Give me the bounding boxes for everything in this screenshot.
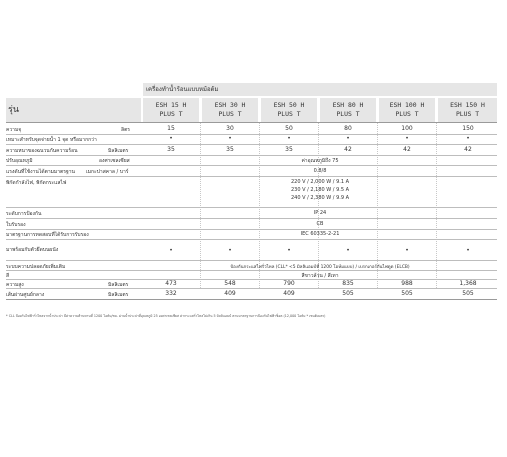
cell-insulation: 35 [167, 146, 175, 153]
cell-insulation: 35 [226, 146, 234, 153]
row-divider [6, 288, 497, 289]
row-label-certificate: ใบรับรอง [6, 222, 26, 228]
cell-height: 790 [283, 280, 295, 287]
cell-height: 548 [224, 280, 236, 287]
standard-value: IEC 60335-2-21 [300, 231, 340, 237]
certificate-value: CB [316, 221, 324, 227]
bullet-mark: • [346, 135, 350, 142]
row-label-wall-mount: มาพร้อมกับตัวยึดบนผนัง [6, 247, 59, 253]
row-divider [6, 299, 497, 300]
model-suffix: PLUS T [455, 110, 480, 118]
cell-diameter: 505 [342, 290, 354, 297]
cell-height: 1,368 [459, 280, 477, 287]
cell-diameter: 409 [283, 290, 295, 297]
bullet-mark: • [169, 247, 173, 254]
cell-height: 473 [165, 280, 177, 287]
model-name: ESH 150 H [450, 101, 485, 109]
cell-height: 835 [342, 280, 354, 287]
row-divider [6, 144, 497, 145]
model-name: ESH 100 H [389, 101, 425, 109]
cell-insulation: 42 [344, 146, 352, 153]
model-header [379, 98, 435, 122]
row-divider [6, 260, 497, 261]
model-header [438, 98, 497, 122]
row-label-standard: มาตรฐานการทดสอบที่ได้รับการรับรอง [6, 232, 89, 238]
model-suffix: PLUS T [336, 110, 360, 118]
model-name: ESH 50 H [273, 101, 305, 109]
cell-insulation: 35 [285, 146, 293, 153]
row-divider [6, 270, 497, 271]
row-label-protection: ระดับการป้องกัน [6, 211, 42, 217]
model-name: ESH 30 H [214, 101, 246, 109]
model-suffix: PLUS T [277, 110, 301, 118]
row-divider [6, 218, 497, 219]
cell-capacity: 30 [226, 125, 234, 132]
row-label-safety: ระบบความปลอดภัยเพิ่มเติม [6, 264, 66, 270]
model-name: ESH 80 H [332, 101, 364, 109]
power-value: 230 V / 2,180 W / 9.5 A [290, 187, 350, 193]
row-unit: ลิตร [121, 127, 130, 133]
power-value: 220 V / 2,000 W / 9.1 A [290, 179, 350, 185]
row-label-color: สี [6, 273, 10, 279]
color-value: สีขาวล้วน / สีเทา [301, 273, 339, 279]
temperature-value: ค่าอุณหภูมิถึง 75 [301, 158, 339, 164]
row-divider [6, 165, 497, 166]
row-label-capacity: ความจุ [6, 127, 22, 133]
row-unit: เมกะปาสคาล / บาร์ [86, 169, 129, 175]
cell-capacity: 100 [401, 125, 413, 132]
row-unit: มิลลิเมตร [108, 282, 129, 288]
cell-capacity: 80 [344, 125, 352, 132]
row-label-insulation: ความหนาของฉนวนกันความร้อน [6, 148, 78, 154]
row-label-temperature: ปรับอุณหภูมิ [6, 158, 33, 164]
footnote: * CLL ป้องกันไฟฟ้ารั่วไหลจากน้ำประปา มีค่าความต้านทานที่ 1200 โอห์ม/ซม. ผ่านน้ำประปาที่อุณหภูมิ 25 องศาเซลเซียส ค่ากระแสรั่วไหลไม่เกิน 5 มิลลิแอมป์ ตามมาตรฐานการป้องกันไฟฟ้าช็อต (12,000 โอห์ม * เซนติเมตร) [6, 314, 326, 318]
model-header [320, 98, 376, 122]
bullet-mark: • [466, 135, 470, 142]
cell-height: 988 [401, 280, 413, 287]
model-header [261, 98, 317, 122]
bullet-mark: • [228, 247, 232, 254]
model-header [202, 98, 258, 122]
cell-capacity: 150 [462, 125, 474, 132]
row-divider [6, 122, 497, 123]
row-divider [6, 207, 497, 208]
row-label-power: พิกัดกำลังไฟ, พิกัดกระแสไฟ [6, 180, 67, 186]
bullet-mark: • [346, 247, 350, 254]
row-label-height: ความสูง [6, 282, 24, 288]
row-unit: มิลลิเมตร [108, 148, 129, 154]
safety-value: ป้องกันกระแสไฟรั่วไหล (CLL* <5 มิลลิแอมป์ที่ 1200 โอห์มแบบ) / เบรกเกอร์กันไฟดูด (ELCB) [230, 265, 410, 270]
cell-diameter: 332 [165, 290, 177, 297]
bullet-mark: • [169, 135, 173, 142]
protection-value: IP 24 [313, 210, 327, 216]
bullet-mark: • [228, 135, 232, 142]
power-value: 240 V / 2,380 W / 9.9 A [290, 195, 350, 201]
model-suffix: PLUS T [218, 110, 242, 118]
pressure-value: 0.8/8 [313, 168, 327, 174]
model-suffix: PLUS T [159, 110, 183, 118]
cell-capacity: 50 [285, 125, 293, 132]
cell-diameter: 409 [224, 290, 236, 297]
cell-diameter: 505 [401, 290, 413, 297]
row-label-suitable: เหมาะสำหรับจุดจ่ายน้ำ 1 จุด หรือมากกว่า [6, 137, 97, 143]
cell-capacity: 15 [167, 125, 175, 132]
model-suffix: PLUS T [395, 110, 419, 118]
row-divider [6, 176, 497, 177]
row-unit: มิลลิเมตร [108, 292, 129, 298]
bullet-mark: • [287, 247, 291, 254]
row-divider [6, 239, 497, 240]
row-label-pressure: แรงดันที่ใช้งานได้ตามมาตรฐาน [6, 169, 75, 175]
model-name: ESH 15 H [155, 101, 187, 109]
row-label-diameter: เส้นผ่านศูนย์กลาง [6, 292, 45, 298]
bullet-mark: • [405, 247, 409, 254]
model-header [143, 98, 199, 122]
row-divider [6, 155, 497, 156]
table-title: เครื่องทำน้ำร้อนแบบหม้อต้ม [143, 83, 497, 96]
row-divider [6, 229, 497, 230]
model-header-label: รุ่น [6, 98, 141, 122]
bullet-mark: • [405, 135, 409, 142]
cell-diameter: 505 [462, 290, 474, 297]
cell-insulation: 42 [403, 146, 411, 153]
row-unit: องศาเซลเซียส [99, 158, 130, 164]
cell-insulation: 42 [464, 146, 472, 153]
bullet-mark: • [466, 247, 470, 254]
bullet-mark: • [287, 135, 291, 142]
